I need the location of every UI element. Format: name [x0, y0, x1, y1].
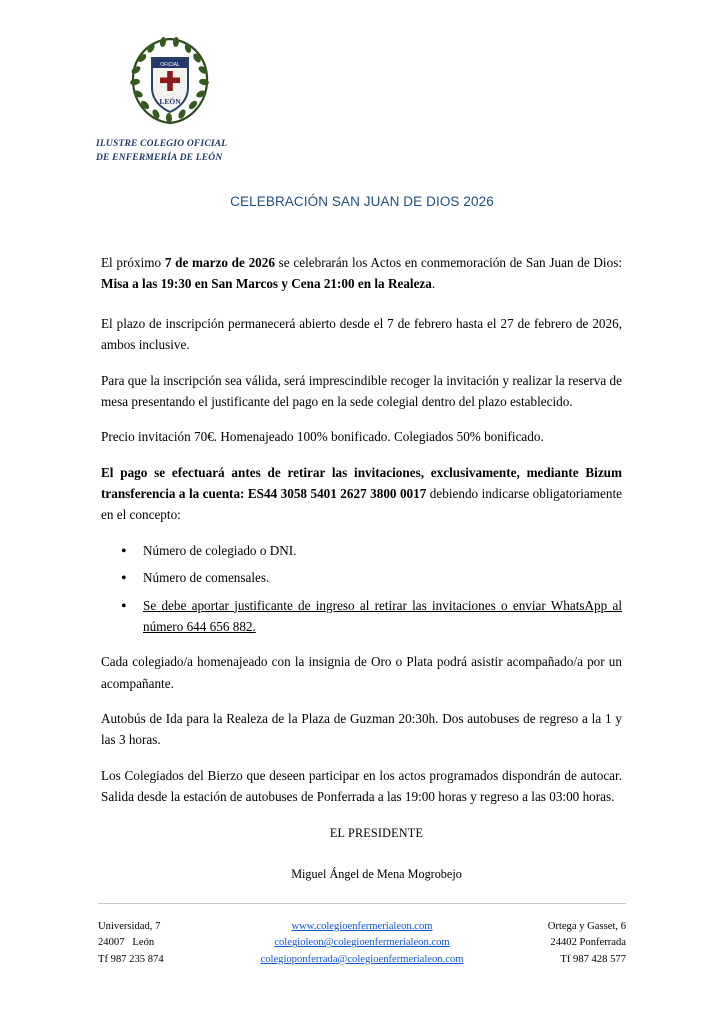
colegio-crest-icon — [122, 32, 218, 128]
footer-leon-city: 24007 León — [98, 937, 155, 949]
footer-leon-phone: Tf 987 235 874 — [98, 953, 164, 965]
event-schedule: Misa a las 19:30 en San Marcos y Cena 21:00 en la Realeza — [101, 276, 432, 292]
list-item — [139, 540, 622, 561]
footer-address-leon — [98, 919, 258, 968]
footer — [98, 919, 626, 968]
website-link[interactable]: www.colegioenfermerialeon.com — [291, 921, 433, 932]
paragraph-registration-period: El plazo de inscripción permanecerá abierto desde el 7 de febrero hasta el 27 de febrero de 2026, ambos inclusive. — [101, 315, 622, 353]
event-date: 7 de marzo de 2026 — [164, 255, 275, 270]
paragraph-payment-details — [101, 462, 622, 526]
list-item-label: Número de comensales. — [143, 570, 270, 586]
paragraph-1-part-a: El próximo — [101, 255, 165, 270]
paragraph-bus-bierzo: Los Colegiados del Bierzo que deseen participar en los actos programados dispondrán de autocar. Salida desde la estación de autobuses de Ponferrada a las 19:00 horas y regreso a las 03:00 horas. — [101, 767, 622, 805]
footer-divider — [98, 903, 626, 904]
list-item-label: Número de colegiado o DNI. — [143, 542, 297, 558]
paragraph-registration-validity: Para que la inscripción sea válida, será imprescindible recoger la invitación y realizar la reserva de mesa presentando el justificante del pago en la sede colegial dentro del plazo establecido. — [101, 372, 622, 409]
footer-ponferrada-street: Ortega y Gasset, 6 — [547, 921, 626, 932]
payment-account-text: El pago se efectuará antes de retirar las invitaciones, exclusivamente, mediante Bizum transferencia a la cuenta: ES44 3058 5401 2627 3800 0017 — [101, 464, 622, 501]
footer-contacts — [258, 919, 466, 968]
footer-ponferrada-phone: Tf 987 428 577 — [560, 953, 626, 965]
signature-block — [101, 824, 622, 886]
paragraph-1-part-c: se celebrarán los Actos en conmemoración de San Juan de Dios: — [274, 255, 622, 270]
signature-name: Miguel Ángel de Mena Mogrobejo — [291, 867, 462, 882]
payment-concept-text: debiendo indicarse obligatoriamente en el concepto: — [101, 486, 622, 523]
letterhead — [96, 32, 396, 166]
email-link-ponferrada[interactable]: colegioponferrada@colegioenfermerialeon.com — [260, 953, 464, 965]
list-item-label: Se debe aportar justificante de ingreso al retirar las invitaciones o enviar WhatsApp al número 644 656 882. — [143, 597, 622, 634]
paragraph-1-part-e: . — [431, 276, 436, 292]
footer-leon-street: Universidad, 7 — [98, 921, 161, 932]
paragraph-prices: Precio invitación 70€. Homenajeado 100% bonificado. Colegiados 50% bonificado. — [101, 429, 544, 445]
list-item — [139, 595, 622, 638]
footer-address-ponferrada — [466, 919, 626, 968]
page-title: CELEBRACIÓN SAN JUAN DE DIOS 2026 — [230, 194, 494, 209]
paragraph-bus-leon: Autobús de Ida para la Realeza de la Plaza de Guzman 20:30h. Dos autobuses de regreso a la 1 y las 3 horas. — [101, 711, 622, 748]
svg-text:LEÓN: LEÓN — [159, 97, 181, 106]
signature-role: EL PRESIDENTE — [329, 825, 424, 840]
footer-ponferrada-city: 24402 Ponferrada — [550, 937, 626, 949]
paragraph-event-announcement — [101, 252, 622, 295]
organization-name-line1: ILUSTRE COLEGIO OFICIAL — [96, 139, 228, 149]
svg-text:OFICIAL: OFICIAL — [160, 62, 180, 69]
paragraph-honoree-companion: Cada colegiado/a homenajeado con la insignia de Oro o Plata podrá asistir acompañado/a por un acompañante. — [101, 654, 622, 691]
list-item — [139, 567, 622, 588]
email-link-leon[interactable]: colegioleon@colegioenfermerialeon.com — [274, 937, 450, 949]
organization-name — [96, 138, 396, 166]
organization-name-line2: DE ENFERMERÍA DE LEÓN — [96, 152, 223, 163]
document-body — [101, 252, 622, 885]
concept-requirements-list — [101, 540, 622, 638]
